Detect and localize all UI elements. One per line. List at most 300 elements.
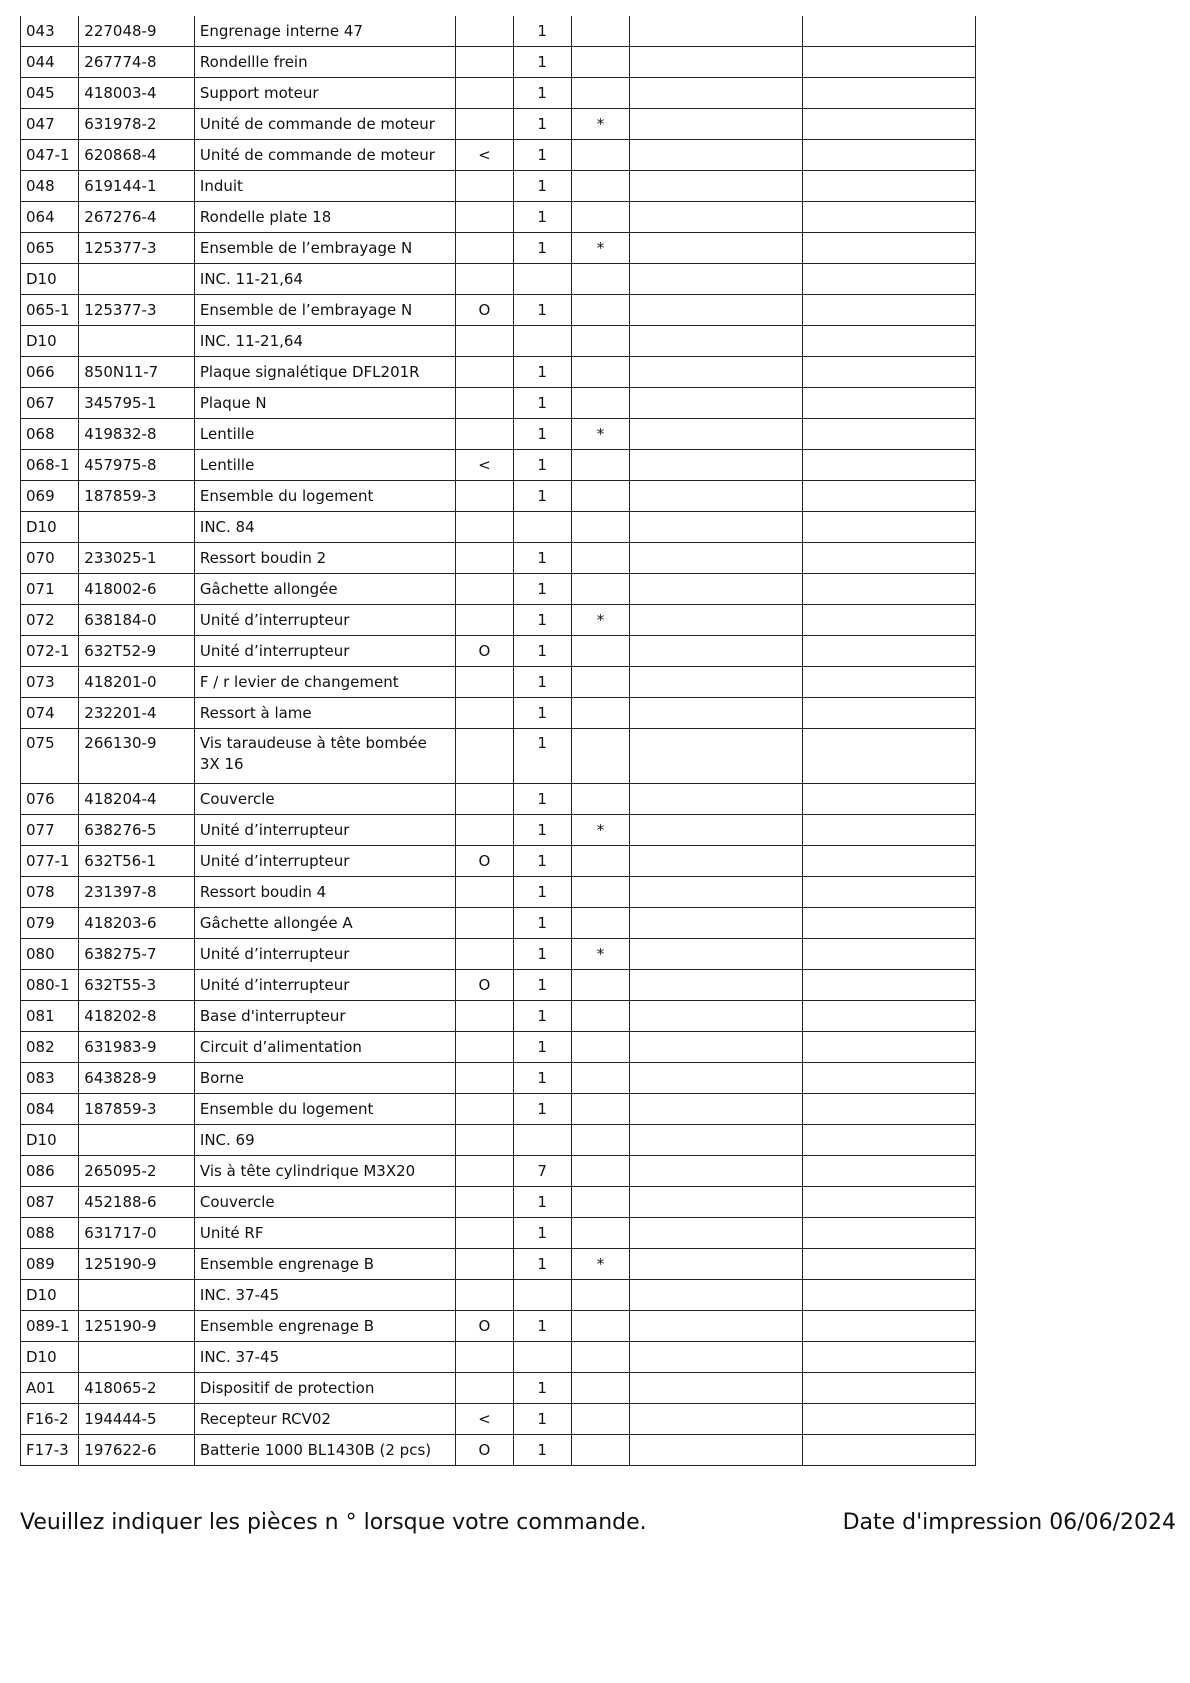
quantity-cell: 1 [513,939,571,970]
description-cell: INC. 69 [194,1125,455,1156]
part-number-cell: 266130-9 [79,729,195,784]
description-cell: Ressort boudin 2 [194,543,455,574]
part-number-cell: 125377-3 [79,295,195,326]
table-row [21,1280,976,1311]
blank-cell [803,970,976,1001]
blank-cell [630,1280,803,1311]
description-cell: Ensemble engrenage B [194,1249,455,1280]
mark-cell [571,1342,629,1373]
blank-cell [630,1249,803,1280]
blank-cell [803,1342,976,1373]
table-row [21,109,976,140]
mark-cell [571,295,629,326]
item-number-cell: 065 [21,233,79,264]
table-row [21,636,976,667]
blank-cell [803,1311,976,1342]
blank-cell [630,450,803,481]
mark-cell [571,698,629,729]
mark-cell [571,78,629,109]
item-number-cell: 068-1 [21,450,79,481]
item-number-cell: 073 [21,667,79,698]
item-number-cell: 081 [21,1001,79,1032]
part-number-cell: 418065-2 [79,1373,195,1404]
part-number-cell: 194444-5 [79,1404,195,1435]
note-cell [456,908,513,939]
description-cell: Engrenage interne 47 [194,16,455,47]
part-number-cell [79,264,195,295]
blank-cell [630,171,803,202]
quantity-cell: 1 [513,1063,571,1094]
table-row [21,78,976,109]
blank-cell [630,481,803,512]
quantity-cell: 1 [513,729,571,784]
item-number-cell: D10 [21,326,79,357]
note-cell: < [456,450,513,481]
note-cell [456,543,513,574]
part-number-cell: 638184-0 [79,605,195,636]
blank-cell [630,1435,803,1466]
part-number-cell: 632T55-3 [79,970,195,1001]
part-number-cell: 197622-6 [79,1435,195,1466]
mark-cell [571,877,629,908]
quantity-cell: 1 [513,47,571,78]
quantity-cell: 1 [513,698,571,729]
description-cell: Ensemble du logement [194,481,455,512]
note-cell [456,388,513,419]
mark-cell [571,1373,629,1404]
table-row [21,815,976,846]
table-row [21,264,976,295]
quantity-cell: 1 [513,877,571,908]
description-cell: INC. 84 [194,512,455,543]
blank-cell [630,1001,803,1032]
part-number-cell: 638276-5 [79,815,195,846]
note-cell [456,481,513,512]
mark-cell [571,1435,629,1466]
description-cell: Circuit d’alimentation [194,1032,455,1063]
quantity-cell: 1 [513,574,571,605]
parts-list-table [20,16,976,1466]
part-number-cell: 632T52-9 [79,636,195,667]
part-number-cell: 419832-8 [79,419,195,450]
blank-cell [803,109,976,140]
item-number-cell: 043 [21,16,79,47]
blank-cell [630,846,803,877]
description-cell: Unité d’interrupteur [194,970,455,1001]
mark-cell [571,450,629,481]
mark-cell [571,1311,629,1342]
mark-cell: * [571,815,629,846]
item-number-cell: F16-2 [21,1404,79,1435]
item-number-cell: 072 [21,605,79,636]
quantity-cell [513,264,571,295]
blank-cell [803,171,976,202]
mark-cell [571,1218,629,1249]
blank-cell [803,388,976,419]
part-number-cell [79,1342,195,1373]
table-row [21,574,976,605]
quantity-cell: 1 [513,295,571,326]
item-number-cell: D10 [21,264,79,295]
table-row [21,543,976,574]
description-cell: Lentille [194,450,455,481]
blank-cell [630,326,803,357]
part-number-cell: 452188-6 [79,1187,195,1218]
note-cell: O [456,295,513,326]
part-number-cell: 418201-0 [79,667,195,698]
note-cell [456,1032,513,1063]
quantity-cell: 1 [513,543,571,574]
note-cell [456,109,513,140]
description-cell: Recepteur RCV02 [194,1404,455,1435]
mark-cell [571,908,629,939]
quantity-cell: 1 [513,636,571,667]
description-cell: Borne [194,1063,455,1094]
description-cell: INC. 37-45 [194,1280,455,1311]
blank-cell [803,729,976,784]
description-cell: INC. 11-21,64 [194,326,455,357]
description-cell: Vis à tête cylindrique M3X20 [194,1156,455,1187]
note-cell [456,815,513,846]
blank-cell [803,908,976,939]
quantity-cell: 1 [513,1404,571,1435]
table-row [21,1156,976,1187]
item-number-cell: D10 [21,512,79,543]
quantity-cell: 1 [513,140,571,171]
note-cell [456,1249,513,1280]
blank-cell [630,419,803,450]
description-cell: Couvercle [194,784,455,815]
mark-cell [571,574,629,605]
part-number-cell: 345795-1 [79,388,195,419]
part-number-cell: 631717-0 [79,1218,195,1249]
quantity-cell: 1 [513,667,571,698]
description-cell: Plaque N [194,388,455,419]
part-number-cell: 187859-3 [79,481,195,512]
table-row [21,877,976,908]
blank-cell [630,78,803,109]
note-cell [456,1001,513,1032]
table-row [21,1125,976,1156]
note-cell [456,264,513,295]
table-row [21,1218,976,1249]
part-number-cell: 265095-2 [79,1156,195,1187]
note-cell [456,698,513,729]
item-number-cell: 086 [21,1156,79,1187]
mark-cell [571,202,629,233]
note-cell [456,419,513,450]
description-cell: Batterie 1000 BL1430B (2 pcs) [194,1435,455,1466]
description-cell: Unité d’interrupteur [194,846,455,877]
blank-cell [803,667,976,698]
note-cell [456,1156,513,1187]
mark-cell [571,140,629,171]
description-cell: Ensemble engrenage B [194,1311,455,1342]
table-row [21,1063,976,1094]
table-row [21,233,976,264]
description-cell: Unité de commande de moteur [194,109,455,140]
description-cell: Induit [194,171,455,202]
item-number-cell: 080 [21,939,79,970]
description-cell: INC. 11-21,64 [194,264,455,295]
table-row [21,512,976,543]
part-number-cell [79,1280,195,1311]
description-cell: Ressort à lame [194,698,455,729]
blank-cell [630,908,803,939]
blank-cell [630,1404,803,1435]
blank-cell [803,47,976,78]
blank-cell [803,1001,976,1032]
part-number-cell [79,326,195,357]
blank-cell [803,16,976,47]
blank-cell [803,636,976,667]
table-row [21,1032,976,1063]
blank-cell [630,1125,803,1156]
note-cell [456,784,513,815]
mark-cell [571,264,629,295]
table-row [21,1373,976,1404]
blank-cell [803,1249,976,1280]
table-row [21,357,976,388]
blank-cell [803,1032,976,1063]
mark-cell [571,171,629,202]
quantity-cell [513,1280,571,1311]
note-cell [456,1342,513,1373]
mark-cell [571,1404,629,1435]
quantity-cell: 1 [513,357,571,388]
description-cell: Ensemble du logement [194,1094,455,1125]
note-cell [456,326,513,357]
item-number-cell: 088 [21,1218,79,1249]
part-number-cell: 125190-9 [79,1311,195,1342]
item-number-cell: 064 [21,202,79,233]
quantity-cell: 1 [513,419,571,450]
part-number-cell: 638275-7 [79,939,195,970]
blank-cell [803,574,976,605]
table-row [21,481,976,512]
note-cell: O [456,846,513,877]
table-row [21,1187,976,1218]
item-number-cell: F17-3 [21,1435,79,1466]
parts-table-body [21,16,976,1466]
blank-cell [803,512,976,543]
table-row [21,846,976,877]
note-cell [456,1187,513,1218]
quantity-cell: 1 [513,202,571,233]
mark-cell [571,1187,629,1218]
item-number-cell: 089 [21,1249,79,1280]
mark-cell [571,357,629,388]
blank-cell [803,140,976,171]
note-cell: < [456,1404,513,1435]
part-number-cell: 267774-8 [79,47,195,78]
quantity-cell: 1 [513,109,571,140]
item-number-cell: 079 [21,908,79,939]
part-number-cell: 632T56-1 [79,846,195,877]
blank-cell [803,419,976,450]
item-number-cell: 044 [21,47,79,78]
mark-cell: * [571,109,629,140]
blank-cell [630,698,803,729]
quantity-cell: 1 [513,1218,571,1249]
part-number-cell: 231397-8 [79,877,195,908]
blank-cell [803,1218,976,1249]
blank-cell [803,605,976,636]
item-number-cell: 072-1 [21,636,79,667]
mark-cell [571,1032,629,1063]
blank-cell [630,636,803,667]
item-number-cell: 080-1 [21,970,79,1001]
blank-cell [630,1311,803,1342]
description-cell: Gâchette allongée [194,574,455,605]
description-cell: Vis taraudeuse à tête bombée 3X 16 [194,729,455,784]
table-row [21,16,976,47]
part-number-cell: 643828-9 [79,1063,195,1094]
quantity-cell: 1 [513,78,571,109]
blank-cell [803,481,976,512]
description-cell: Ressort boudin 4 [194,877,455,908]
blank-cell [630,667,803,698]
part-number-cell: 227048-9 [79,16,195,47]
description-cell: Rondellle frein [194,47,455,78]
item-number-cell: 045 [21,78,79,109]
mark-cell [571,388,629,419]
mark-cell [571,846,629,877]
mark-cell [571,1063,629,1094]
table-row [21,908,976,939]
note-cell: < [456,140,513,171]
note-cell [456,605,513,636]
description-cell: Plaque signalétique DFL201R [194,357,455,388]
quantity-cell: 1 [513,908,571,939]
quantity-cell [513,1125,571,1156]
blank-cell [630,1373,803,1404]
table-row [21,140,976,171]
blank-cell [630,140,803,171]
description-cell: Rondelle plate 18 [194,202,455,233]
item-number-cell: 074 [21,698,79,729]
blank-cell [630,357,803,388]
part-number-cell: 233025-1 [79,543,195,574]
description-cell: Unité d’interrupteur [194,605,455,636]
blank-cell [630,264,803,295]
item-number-cell: 067 [21,388,79,419]
part-number-cell: 125377-3 [79,233,195,264]
description-cell: Ensemble de l’embrayage N [194,295,455,326]
mark-cell [571,543,629,574]
description-cell: Unité d’interrupteur [194,815,455,846]
blank-cell [630,543,803,574]
table-row [21,388,976,419]
blank-cell [803,202,976,233]
mark-cell: * [571,939,629,970]
table-row [21,1404,976,1435]
note-cell [456,78,513,109]
item-number-cell: 068 [21,419,79,450]
mark-cell [571,481,629,512]
table-row [21,698,976,729]
blank-cell [630,1342,803,1373]
item-number-cell: D10 [21,1342,79,1373]
item-number-cell: 047-1 [21,140,79,171]
quantity-cell: 1 [513,388,571,419]
item-number-cell: D10 [21,1125,79,1156]
table-row [21,326,976,357]
mark-cell [571,667,629,698]
item-number-cell: A01 [21,1373,79,1404]
note-cell [456,1094,513,1125]
blank-cell [803,295,976,326]
part-number-cell [79,1125,195,1156]
item-number-cell: 082 [21,1032,79,1063]
mark-cell [571,784,629,815]
quantity-cell: 1 [513,815,571,846]
blank-cell [630,1156,803,1187]
note-cell [456,1280,513,1311]
description-cell: Ensemble de l’embrayage N [194,233,455,264]
description-cell: Unité de commande de moteur [194,140,455,171]
blank-cell [803,78,976,109]
blank-cell [630,574,803,605]
mark-cell [571,512,629,543]
quantity-cell: 1 [513,481,571,512]
note-cell [456,729,513,784]
note-cell: O [456,1435,513,1466]
mark-cell [571,326,629,357]
mark-cell [571,1001,629,1032]
blank-cell [803,326,976,357]
table-row [21,729,976,784]
blank-cell [803,1125,976,1156]
item-number-cell: 089-1 [21,1311,79,1342]
blank-cell [803,1373,976,1404]
mark-cell [571,1125,629,1156]
note-cell [456,47,513,78]
quantity-cell: 1 [513,233,571,264]
blank-cell [630,233,803,264]
table-row [21,202,976,233]
part-number-cell: 418203-6 [79,908,195,939]
blank-cell [630,512,803,543]
table-row [21,939,976,970]
mark-cell [571,729,629,784]
item-number-cell: 065-1 [21,295,79,326]
blank-cell [630,1187,803,1218]
quantity-cell: 1 [513,1249,571,1280]
description-cell: Base d'interrupteur [194,1001,455,1032]
item-number-cell: 071 [21,574,79,605]
part-number-cell: 418204-4 [79,784,195,815]
blank-cell [803,939,976,970]
table-row [21,1094,976,1125]
note-cell [456,171,513,202]
part-number-cell: 418202-8 [79,1001,195,1032]
quantity-cell: 1 [513,605,571,636]
blank-cell [803,815,976,846]
blank-cell [803,698,976,729]
blank-cell [630,295,803,326]
description-cell: Gâchette allongée A [194,908,455,939]
note-cell [456,16,513,47]
note-cell [456,512,513,543]
order-instruction: Veuillez indiquer les pièces n ° lorsque votre commande. [20,1510,647,1535]
note-cell [456,357,513,388]
mark-cell [571,47,629,78]
table-row [21,1435,976,1466]
blank-cell [630,970,803,1001]
blank-cell [630,388,803,419]
quantity-cell [513,512,571,543]
